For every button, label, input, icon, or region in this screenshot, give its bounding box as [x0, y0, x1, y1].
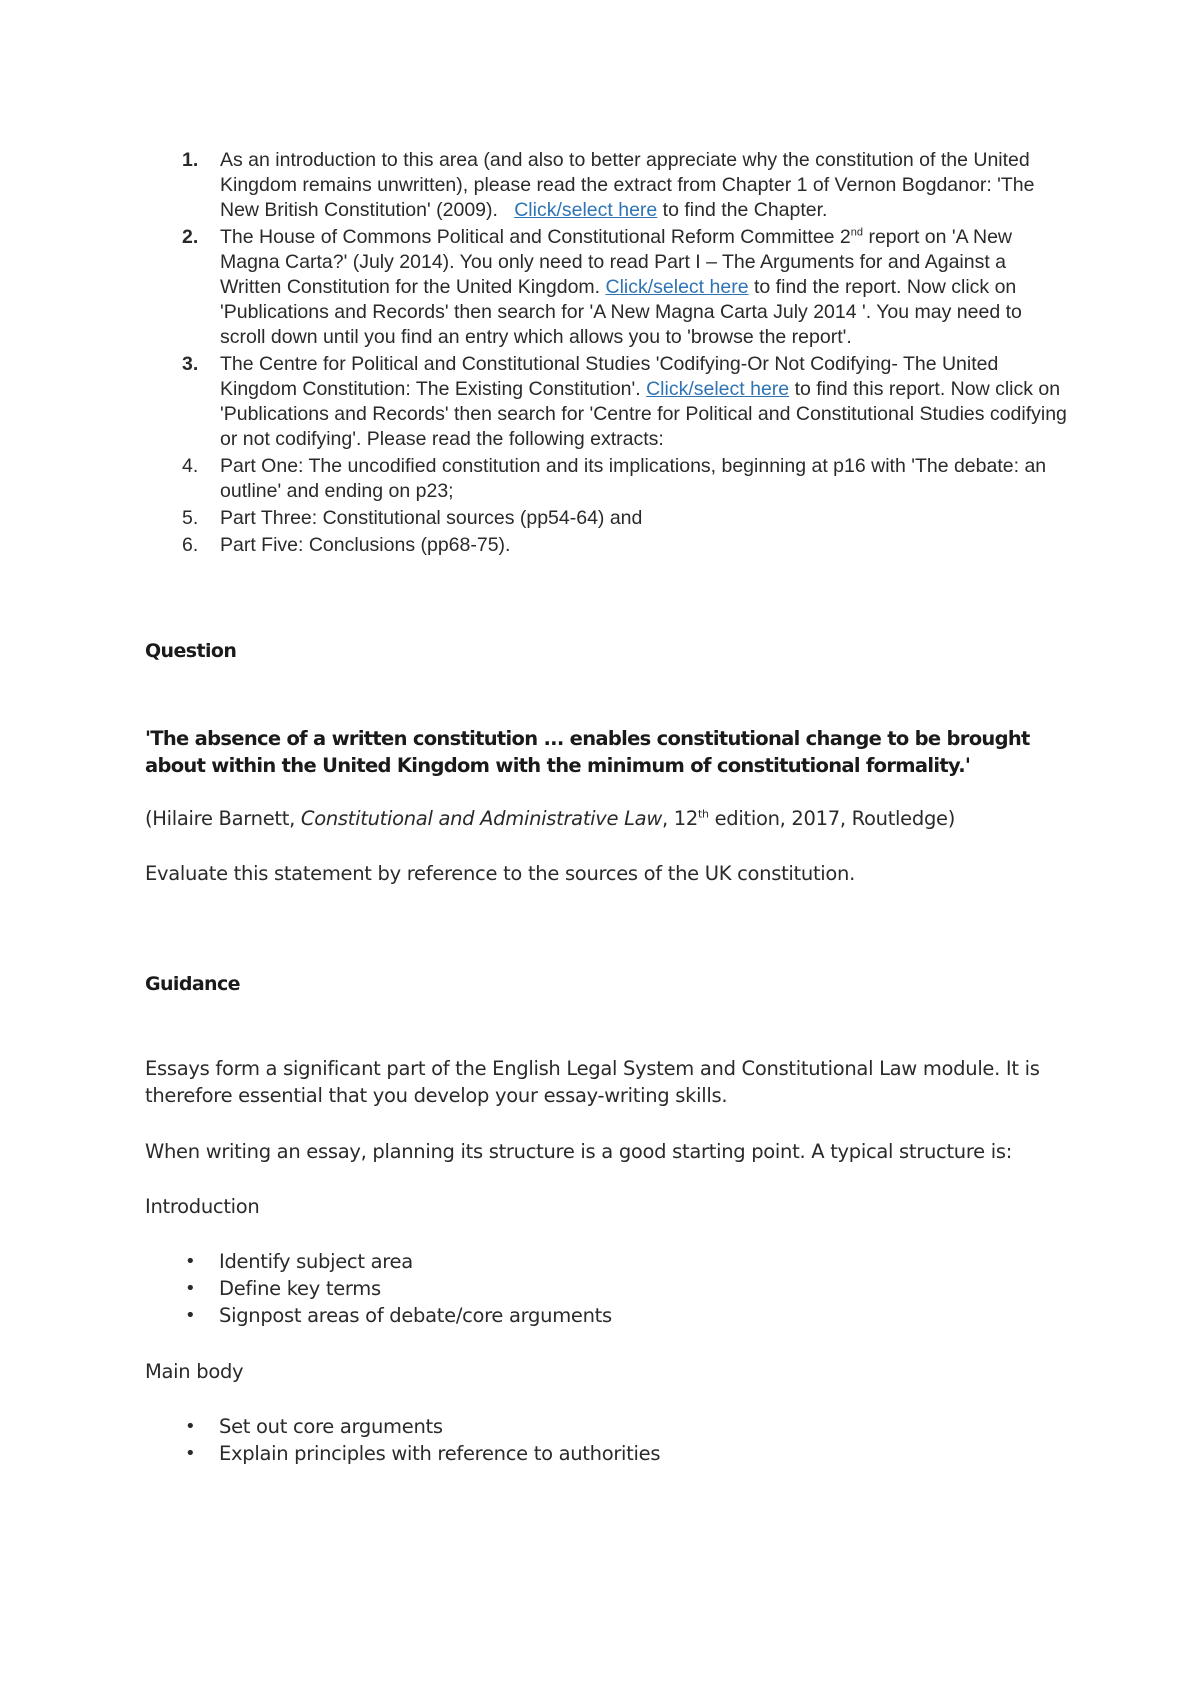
- list-number: 6.: [182, 534, 199, 556]
- introduction-bullets: [145, 1248, 612, 1329]
- superscript: nd: [850, 226, 864, 239]
- bullet-icon: •: [185, 1305, 196, 1326]
- main-body-bullets: [145, 1413, 660, 1467]
- list-item-text: Part Five: Conclusions (pp68-75).: [220, 534, 511, 556]
- list-number: 1.: [182, 149, 199, 171]
- chapter-link[interactable]: Click/select here: [514, 199, 658, 221]
- bullet-icon: •: [185, 1278, 196, 1299]
- citation: (Hilaire Barnett, Constitutional and Administrative Law, 12th edition, 2017, Routledge): [145, 807, 956, 830]
- list-item-text-cont: report on 'A New Magna Carta?' (July 2014). You only need to read Part I – The Arguments for and Against a Written Constitution for the United Kingdom.: [220, 226, 1012, 298]
- list-number: 2.: [182, 226, 199, 248]
- list-item: [170, 533, 1070, 558]
- guidance-heading: Guidance: [145, 973, 240, 995]
- question-quote: 'The absence of a written constitution ... enables constitutional change to be brought about within the United Kingdom with the minimum of constitutional formality.': [145, 727, 1030, 777]
- list-item-text-after: to find this report. Now click on 'Publications and Records' then search for 'Centre for Political and Constitutional Studies codifying or not codifying'. Please read the following extracts:: [220, 378, 1067, 450]
- list-item: • Explain principles with reference to authorities: [185, 1442, 661, 1465]
- cpcs-report-link[interactable]: Click/select here: [646, 378, 790, 400]
- list-item-text-after: to find the Chapter.: [657, 199, 828, 221]
- list-item-text: Part Three: Constitutional sources (pp54-64) and: [220, 507, 643, 529]
- list-item: [170, 506, 1070, 531]
- list-number: 3.: [182, 353, 199, 375]
- list-item: • Set out core arguments: [185, 1415, 443, 1438]
- superscript: th: [698, 807, 709, 821]
- bullet-icon: •: [185, 1443, 196, 1464]
- list-item: [170, 352, 1070, 452]
- list-number: 5.: [182, 507, 199, 529]
- list-number: 4.: [182, 455, 199, 477]
- list-item: • Identify subject area: [185, 1250, 413, 1273]
- citation-title: Constitutional and Administrative Law: [300, 807, 662, 830]
- report-link[interactable]: Click/select here: [605, 276, 749, 298]
- reading-list: [170, 148, 1070, 560]
- guidance-paragraph: Essays form a significant part of the English Legal System and Constitutional Law module. It is therefore essential that you develop your essay-writing skills.: [145, 1057, 1040, 1107]
- bullet-icon: •: [185, 1416, 196, 1437]
- list-item: [170, 148, 1070, 223]
- list-item: • Define key terms: [185, 1277, 381, 1300]
- introduction-label: Introduction: [145, 1195, 260, 1218]
- list-item: [170, 454, 1070, 504]
- main-body-label: Main body: [145, 1360, 244, 1383]
- guidance-paragraph: When writing an essay, planning its structure is a good starting point. A typical structure is:: [145, 1140, 1012, 1163]
- list-item-text: The House of Commons Political and Constitutional Reform Committee 2: [220, 226, 851, 248]
- list-item-text: Part One: The uncodified constitution and its implications, beginning at p16 with 'The debate: an outline' and ending on p23;: [220, 455, 1047, 502]
- list-item-text-after: to find the report. Now click on 'Publications and Records' then search for 'A New Magna Carta July 2014 '. You may need to scroll down until you find an entry which allows you to 'browse the report'.: [220, 276, 1022, 348]
- question-heading: Question: [145, 640, 237, 662]
- list-item-text: As an introduction to this area (and also to better appreciate why the constitution of the United Kingdom remains unwritten), please read the extract from Chapter 1 of Vernon Bogdanor: 'The New British Constitution' (2009).: [220, 149, 1035, 221]
- question-instruction: Evaluate this statement by reference to the sources of the UK constitution.: [145, 862, 856, 885]
- list-item-text: The Centre for Political and Constitutional Studies 'Codifying-Or Not Codifying- The United Kingdom Constitution: The Existing Constitution'.: [220, 353, 999, 400]
- bullet-icon: •: [185, 1251, 196, 1272]
- list-item: [170, 225, 1070, 350]
- list-item: • Signpost areas of debate/core arguments: [185, 1304, 612, 1327]
